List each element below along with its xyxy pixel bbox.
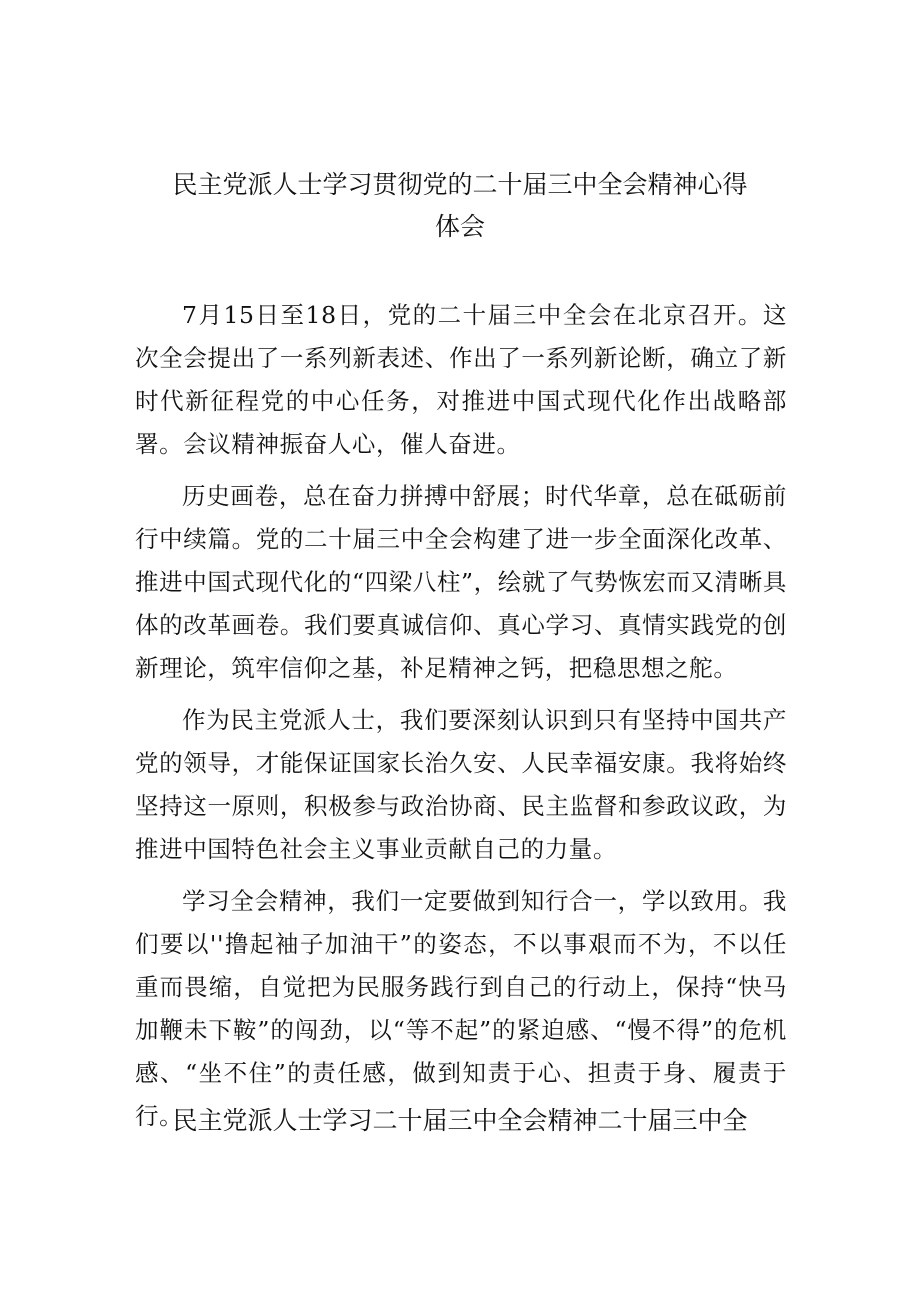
document-title [0, 164, 920, 248]
next-section-title [0, 1100, 920, 1142]
paragraph-3: 作为民主党派人士，我们要深刻认识到只有坚持中国共产党的领导，才能保证国家长治久安、人民幸福安康。我将始终坚持这一原则，积极参与政治协商、民主监督和参政议政，为推进中国特色社会主义事业贡献自己的力量。 [135, 706, 787, 863]
paragraph-4: 学习全会精神，我们一定要做到知行合一，学以致用。我们要以''撸起袖子加油干”的姿态，不以事艰而不为，不以任重而畏缩，自觉把为民服务践行到自己的行动上，保持“快马加鞭未下鞍”的闯劲，以“等不起”的紧迫感、“慢不得”的危机感、“坐不住”的责任感，做到知责于心、担责于身、履责于行。 [135, 887, 787, 1130]
document-title-line-2: 体会 [434, 212, 485, 241]
next-section-title-line: 民主党派人士学习二十届三中全会精神二十届三中全 [172, 1106, 748, 1135]
paragraph-1: 7月15日至18日，党的二十届三中全会在北京召开。这次全会提出了一系列新表述、作出了一系列新论断，确立了新时代新征程党的中心任务，对推进中国式现代化作出战略部署。会议精神振奋人心，催人奋进。 [135, 301, 787, 458]
paragraph-2: 历史画卷，总在奋力拼搏中舒展；时代华章，总在砥砺前行中续篇。党的二十届三中全会构建了进一步全面深化改革、推进中国式现代化的“四梁八柱”，绘就了气势恢宏而又清晰具体的改革画卷。我们要真诚信仰、真心学习、真情实践党的创新理论，筑牢信仰之基，补足精神之钙，把稳思想之舵。 [135, 482, 787, 682]
document-title-line-1: 民主党派人士学习贯彻党的二十届三中全会精神心得 [172, 170, 748, 199]
document-body [135, 294, 787, 1147]
